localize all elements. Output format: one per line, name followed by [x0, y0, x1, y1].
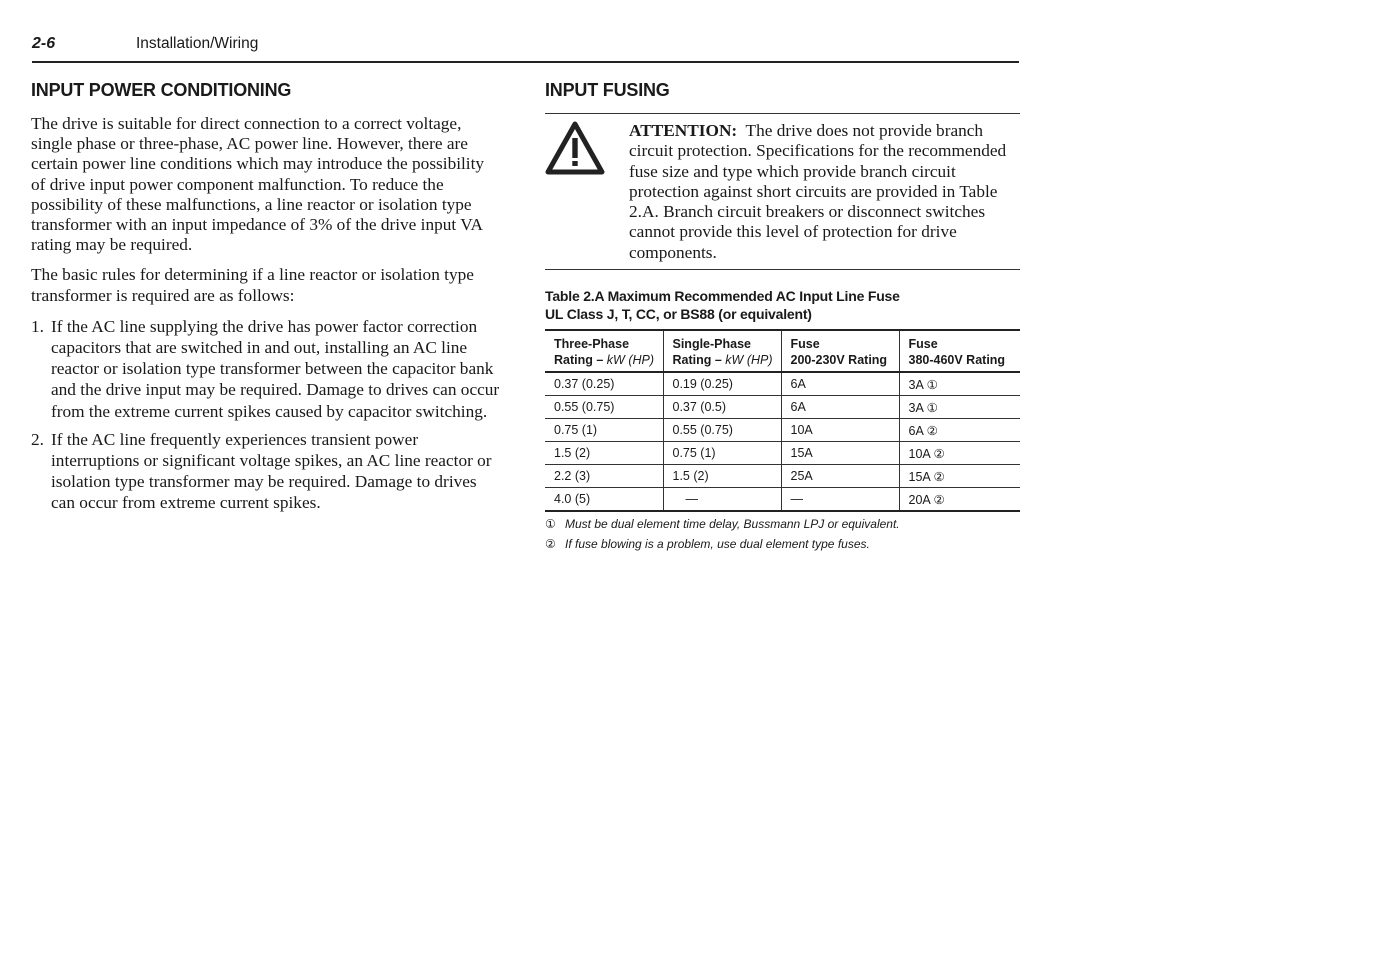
table-row	[545, 488, 1020, 512]
table-row	[545, 372, 1020, 396]
warning-triangle-icon	[545, 121, 605, 176]
footnote-text: If fuse blowing is a problem, use dual element type fuses.	[565, 537, 870, 551]
table-title-line: UL Class J, T, CC, or BS88 (or equivalent)	[545, 306, 812, 322]
table-cell: 0.19 (0.25)	[663, 372, 781, 396]
page-header	[32, 33, 1019, 63]
paragraph: The basic rules for determining if a line reactor or isolation type transformer is required are as follows:	[31, 265, 474, 305]
page-number: 2-6	[32, 35, 56, 52]
table-cell: 10A	[781, 419, 899, 442]
table-header-row	[545, 330, 1020, 372]
table-cell: 6A ②	[908, 423, 938, 438]
table-row	[545, 419, 1020, 442]
column-header: Three-Phase Rating – kW (HP)	[545, 330, 663, 372]
table-row	[545, 396, 1020, 419]
table-title	[545, 287, 1020, 323]
list-item	[31, 429, 501, 514]
list-number: 2.	[31, 429, 44, 449]
table-title-line: Table 2.A Maximum Recommended AC Input Line Fuse	[545, 288, 900, 304]
table-row	[545, 465, 1020, 488]
input-power-conditioning-section	[31, 80, 501, 521]
footnote-mark: ②	[545, 537, 556, 551]
table-cell: 6A	[781, 396, 899, 419]
table-row	[545, 442, 1020, 465]
table-cell: 1.5 (2)	[545, 442, 663, 465]
table-cell: 1.5 (2)	[663, 465, 781, 488]
list-number: 1.	[31, 316, 44, 336]
table-cell: —	[781, 488, 899, 512]
attention-text	[629, 121, 1009, 263]
attention-box	[545, 113, 1020, 270]
table-cell: 10A ②	[908, 446, 945, 461]
table-cell: 0.37 (0.25)	[545, 372, 663, 396]
column-header: Fuse 200-230V Rating	[781, 330, 899, 372]
table-cell: 3A ①	[908, 377, 938, 392]
table-cell: 25A	[781, 465, 899, 488]
column-header: Fuse 380-460V Rating	[908, 337, 1006, 367]
table-cell: 0.75 (1)	[663, 442, 781, 465]
list-text: If the AC line frequently experiences transient power interruptions or significant voltage spikes, an AC line reactor or isolation type transformer may be required. Damage to drives can occur from extreme current spikes.	[51, 429, 492, 513]
footnote	[545, 516, 1020, 536]
table-cell: 4.0 (5)	[545, 488, 663, 512]
footnote-text: Must be dual element time delay, Bussmann LPJ or equivalent.	[565, 517, 900, 531]
table-cell: 15A ②	[908, 469, 945, 484]
table-cell: 20A ②	[908, 492, 945, 507]
table-footnotes	[545, 516, 1020, 556]
list-text: If the AC line supplying the drive has power factor correction capacitors that are switched in and out, installing an AC line reactor or isolation type transformer between the capacitor bank and the drive input may be required. Damage to drives can occur from the extreme current spikes caused by capacitor switching.	[51, 316, 500, 421]
attention-body: The drive does not provide branch circuit protection. Specifications for the recommended fuse size and type which provide branch circuit protection against short circuits are provided in Table 2.A. Branch circuit breakers or disconnect switches cannot provide this level of protection for drive components.	[629, 121, 1007, 262]
table-cell: 0.75 (1)	[545, 419, 663, 442]
rules-list	[31, 316, 501, 514]
fuse-table	[545, 329, 1020, 512]
section-heading: INPUT FUSING	[545, 80, 670, 100]
table-cell: 3A ①	[908, 400, 938, 415]
paragraph: The drive is suitable for direct connection to a correct voltage, single phase or three-phase, AC power line. However, there are certain power line conditions which may introduce the possibility of drive input power component malfunction. To reduce the possibility of these malfunctions, a line reactor or isolation type transformer with an input impedance of 3% of the drive input VA rating may be required.	[31, 114, 485, 255]
table-cell: 2.2 (3)	[545, 465, 663, 488]
column-header: Single-Phase Rating – kW (HP)	[663, 330, 781, 372]
input-fusing-section	[545, 80, 1020, 556]
section-title: Installation/Wiring	[136, 35, 259, 52]
attention-label: ATTENTION:	[629, 121, 738, 140]
table-cell: 15A	[781, 442, 899, 465]
table-cell: 6A	[781, 372, 899, 396]
table-cell: 0.55 (0.75)	[663, 419, 781, 442]
section-heading: INPUT POWER CONDITIONING	[31, 80, 292, 100]
footnote-mark: ①	[545, 517, 556, 531]
table-cell: 0.55 (0.75)	[545, 396, 663, 419]
list-item	[31, 316, 501, 422]
table-cell: 0.37 (0.5)	[663, 396, 781, 419]
footnote	[545, 536, 1020, 556]
table-cell: —	[663, 488, 781, 512]
